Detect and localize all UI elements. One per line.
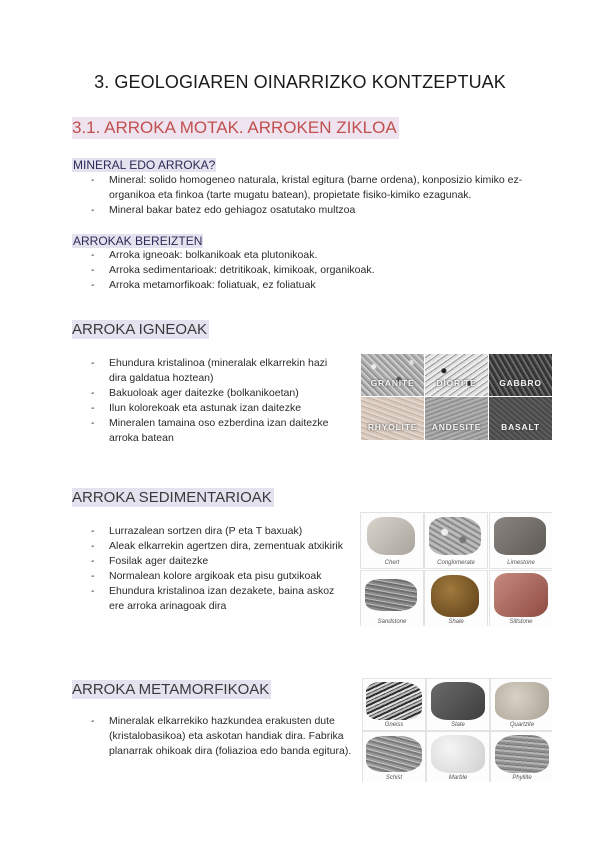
granite-tile: GRANITE — [361, 354, 424, 396]
rock-card: Chert — [360, 512, 424, 569]
list-item: - Ilun kolorekoak eta astunak izan daitezke — [91, 401, 343, 416]
list-item: - Lurrazalean sortzen dira (P eta T baxuak) — [91, 524, 349, 539]
list-item: - Normalean kolore argikoak eta pisu gutxikoak — [91, 569, 349, 584]
metamorfikoak-heading: ARROKA METAMORFIKOAK — [72, 681, 270, 698]
mineral-list — [91, 173, 531, 218]
rock-card: Marble — [426, 731, 490, 782]
igneous-rocks-image — [361, 354, 552, 440]
sedimentarioak-heading: ARROKA SEDIMENTARIOAK — [72, 489, 272, 506]
sedimentary-rocks-image — [360, 512, 552, 626]
rock-card: Sandstone — [360, 570, 424, 626]
bereizten-heading: ARROKAK BEREIZTEN — [73, 234, 203, 248]
list-item: - Arroka igneoak: bolkanikoak eta plutonikoak. — [91, 248, 531, 263]
rock-card: Shale — [424, 570, 488, 626]
rock-card: Conglomerate — [424, 512, 488, 569]
basalt-tile: BASALT — [489, 397, 552, 440]
bereizten-list — [91, 248, 531, 293]
rock-card: Limestone — [489, 512, 552, 569]
section-heading: 3.1. ARROKA MOTAK. ARROKEN ZIKLOA — [72, 118, 397, 137]
rock-card: Quartzite — [490, 678, 552, 731]
list-item: - Bakuoloak ager daitezke (bolkanikoetan) — [91, 386, 343, 401]
sandstone-rock — [365, 579, 417, 611]
diorite-tile: DIORITE — [425, 354, 488, 396]
gneiss-rock — [366, 682, 422, 720]
igneoak-list — [91, 356, 343, 446]
metamorphic-rocks-image — [362, 678, 552, 782]
limestone-rock — [494, 517, 546, 555]
marble-rock — [431, 735, 485, 773]
list-item: - Fosilak ager daitezke — [91, 554, 349, 569]
rock-card: Phyllite — [490, 731, 552, 782]
list-item: - Mineralak elkarrekiko hazkundea erakusten dute (kristalobasikoa) eta askotan handiak dira. Fabrika planarrak ohikoak dira (foliazioa edo banda egitura). — [91, 714, 353, 759]
rhyolite-tile: RHYOLITE — [361, 397, 424, 440]
rock-card: Slate — [426, 678, 490, 731]
gabbro-tile: GABBRO — [489, 354, 552, 396]
list-item: - Mineral: solido homogeneo naturala, kristal egitura (barne ordena), konposizio kimiko ez-organikoa eta finkoa (tarte mugatu batean), propietate fisiko-kimiko ezagunak. — [91, 173, 531, 203]
schist-rock — [366, 736, 422, 772]
quartzite-rock — [495, 682, 549, 720]
metamorfikoak-list — [91, 714, 353, 759]
andesite-tile: ANDESITE — [425, 397, 488, 440]
rock-card: Gneiss — [362, 678, 426, 731]
slate-rock — [431, 682, 485, 720]
list-item: - Arroka sedimentarioak: detritikoak, kimikoak, organikoak. — [91, 263, 531, 278]
list-item: - Ehundura kristalinoa izan dezakete, baina askoz ere arroka arinagoak dira — [91, 584, 349, 614]
phyllite-rock — [495, 735, 549, 773]
shale-rock — [431, 575, 479, 617]
document-title: 3. GEOLOGIAREN OINARRIZKO KONTZEPTUAK — [94, 72, 506, 92]
list-item: - Mineral bakar batez edo gehiagoz osatutako multzoa — [91, 203, 531, 218]
conglomerate-rock — [429, 517, 481, 555]
list-item: - Arroka metamorfikoak: foliatuak, ez foliatuak — [91, 278, 531, 293]
list-item: - Ehundura kristalinoa (mineralak elkarrekin hazi dira galdatua hoztean) — [91, 356, 343, 386]
list-item: - Mineralen tamaina oso ezberdina izan daitezke arroka batean — [91, 416, 343, 446]
list-item: - Aleak elkarrekin agertzen dira, zementuak atxikirik — [91, 539, 349, 554]
siltstone-rock — [494, 573, 548, 617]
rock-card: Schist — [362, 731, 426, 782]
sedimentarioak-list — [91, 524, 349, 614]
chert-rock — [367, 517, 415, 555]
mineral-heading: MINERAL EDO ARROKA? — [73, 158, 216, 172]
rock-card: Siltstone — [489, 570, 552, 626]
igneoak-heading: ARROKA IGNEOAK — [72, 321, 208, 338]
